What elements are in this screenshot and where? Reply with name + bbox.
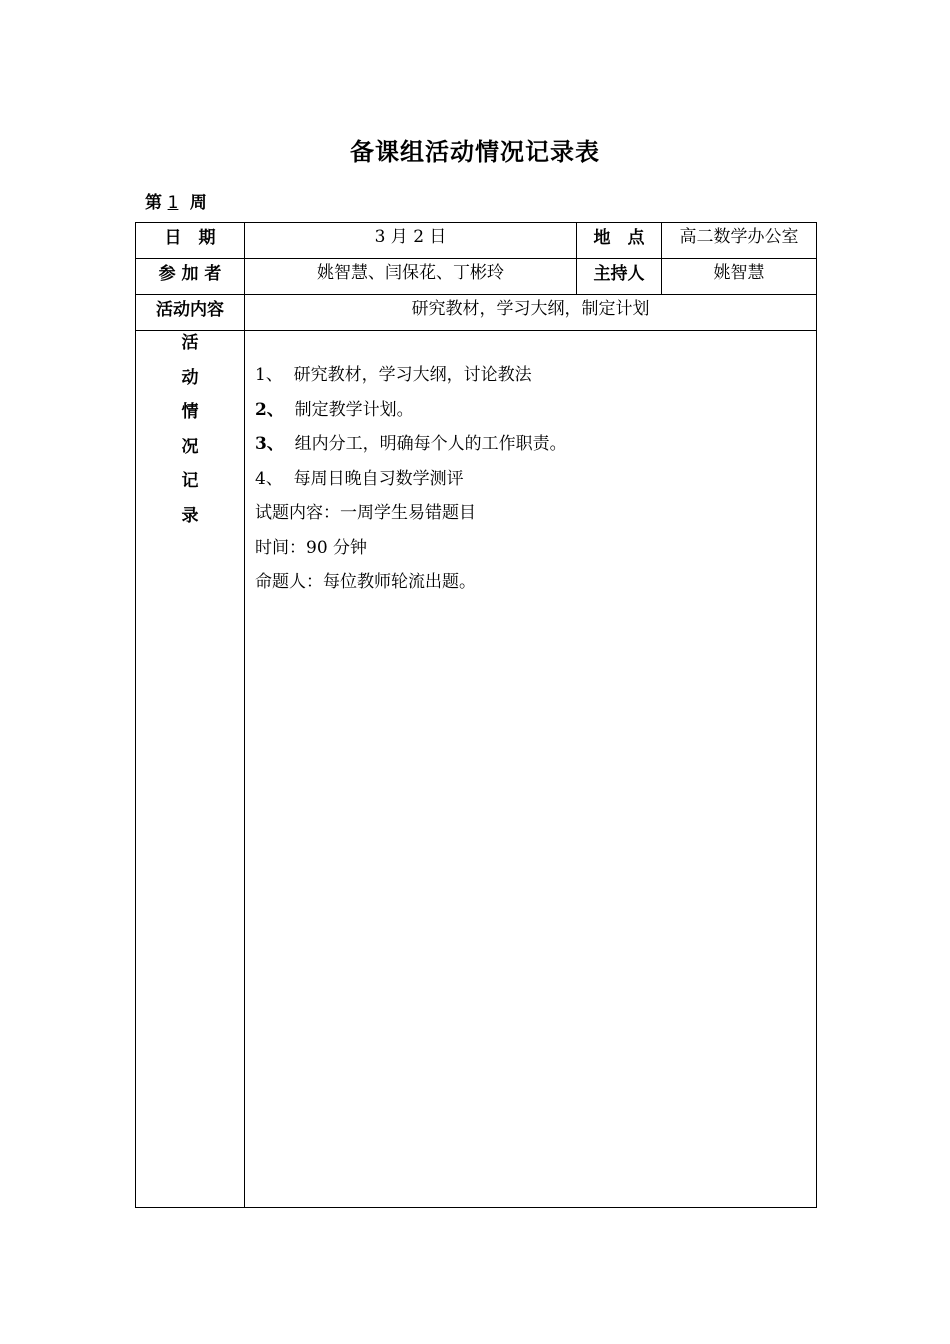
record-item-text: 组内分工，明确每个人的工作职责。 [294, 434, 567, 454]
record-label-char: 录 [181, 505, 199, 526]
record-note: 命题人：每位教师轮流出题。 [255, 572, 476, 592]
record-item-text: 制定教学计划。 [294, 399, 414, 420]
record-item-number: 3、 [255, 434, 284, 454]
date-value: 3 月 2 日 [245, 223, 577, 259]
record-item [255, 363, 816, 398]
host-value: 姚智慧 [662, 259, 817, 295]
participants-label: 参 加 者 [136, 259, 245, 295]
record-note: 试题内容：一周学生易错题目 [255, 503, 476, 523]
record-content [245, 331, 817, 1208]
participants-value: 姚智慧、闫保花、丁彬玲 [245, 259, 577, 295]
record-item-number: 4、 [255, 468, 283, 489]
record-item-number: 1、 [255, 365, 283, 385]
record-label-char: 活 [181, 333, 199, 353]
record-item [255, 467, 816, 502]
record-note: 时间：90 分钟 [255, 537, 368, 558]
week-prefix: 第 [145, 193, 162, 213]
record-row [136, 331, 817, 1208]
record-label-char: 记 [181, 471, 199, 491]
record-item [255, 398, 816, 433]
content-row [136, 295, 817, 331]
participants-row [136, 259, 817, 295]
record-label-char: 况 [181, 436, 199, 457]
place-value: 高二数学办公室 [662, 223, 817, 259]
record-item-text: 研究教材，学习大纲，讨论教法 [293, 365, 532, 385]
week-number: 1 [167, 193, 179, 213]
record-label [136, 331, 245, 1208]
date-label: 日 期 [136, 223, 245, 259]
record-item-text: 每周日晚自习数学测评 [293, 468, 464, 489]
week-suffix: 周 [189, 193, 207, 213]
activity-record-table [135, 222, 817, 1208]
record-item [255, 432, 816, 467]
page-title: 备课组活动情况记录表 [350, 138, 600, 166]
content-value: 研究教材，学习大纲，制定计划 [245, 295, 817, 331]
host-label: 主持人 [577, 259, 662, 295]
content-label: 活动内容 [136, 295, 245, 331]
record-label-char: 情 [181, 402, 199, 422]
date-row [136, 223, 817, 259]
record-label-char: 动 [181, 367, 199, 388]
week-indicator [145, 188, 207, 213]
place-label: 地 点 [577, 223, 662, 259]
record-item-number: 2、 [255, 399, 284, 420]
